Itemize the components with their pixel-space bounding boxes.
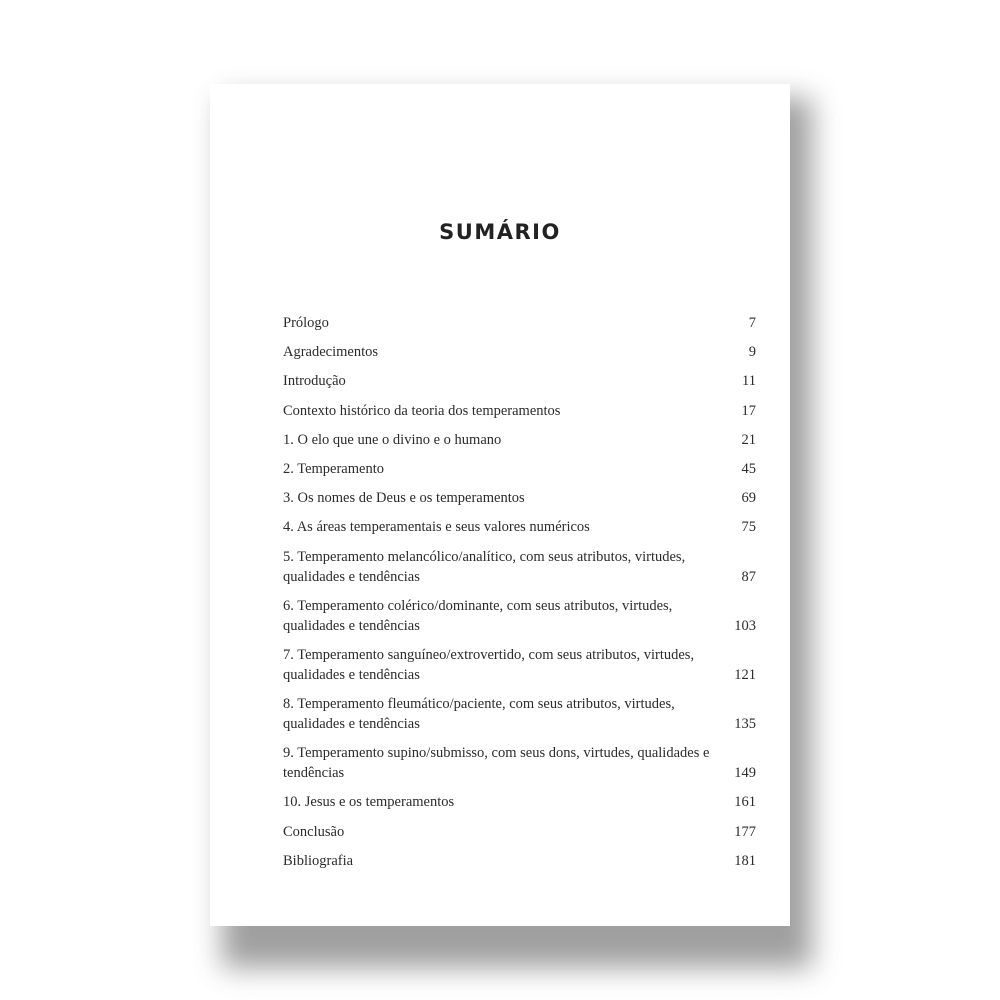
toc-entry xyxy=(283,459,756,479)
toc-entry xyxy=(283,342,756,362)
toc-entry-page-number: 45 xyxy=(741,460,756,477)
toc-entry-label: 6. Temperamento colérico/dominante, com seus atributos, virtudes, qualidades e tendências xyxy=(283,597,673,634)
toc-entry xyxy=(283,743,756,783)
toc-entry-label: 9. Temperamento supino/submisso, com seus dons, virtudes, qualidades e tendências xyxy=(283,745,710,782)
toc-entry xyxy=(283,596,756,636)
toc-entry xyxy=(283,547,756,587)
toc-entry xyxy=(283,401,756,421)
toc-entry xyxy=(283,371,756,391)
toc-entry-label: Introdução xyxy=(283,373,346,390)
toc-entry-label: Contexto histórico da teoria dos temperamentos xyxy=(283,402,561,419)
toc-entry-page-number: 87 xyxy=(741,568,756,585)
toc-entry-page-number: 149 xyxy=(734,765,756,782)
toc-entry-page-number: 21 xyxy=(741,431,756,448)
toc-entry xyxy=(283,792,756,812)
toc-entry-label: 10. Jesus e os temperamentos xyxy=(283,794,455,811)
toc-entry xyxy=(283,517,756,537)
toc-entry-page-number: 69 xyxy=(741,490,756,507)
toc-entry-page-number: 9 xyxy=(748,344,756,361)
toc-entry xyxy=(283,488,756,508)
toc-entry-label: 3. Os nomes de Deus e os temperamentos xyxy=(283,490,525,507)
toc-entry-page-number: 135 xyxy=(734,716,756,733)
toc-entry-page-number: 121 xyxy=(734,666,756,683)
toc-entry xyxy=(283,694,756,734)
page-title: SUMÁRIO xyxy=(439,220,561,245)
toc-entry-label: Bibliografia xyxy=(283,852,354,869)
toc-entry xyxy=(283,822,756,842)
toc-entry xyxy=(283,430,756,450)
toc-entry-label: 5. Temperamento melancólico/analítico, com seus atributos, virtudes, qualidades e tendências xyxy=(283,548,686,585)
toc-entry-page-number: 75 xyxy=(741,519,756,536)
book-page xyxy=(210,84,790,926)
toc-entry-page-number: 11 xyxy=(742,373,756,390)
toc-entry-label: 8. Temperamento fleumático/paciente, com seus atributos, virtudes, qualidades e tendências xyxy=(283,696,675,733)
toc-entry-label: 4. As áreas temperamentais e seus valores numéricos xyxy=(283,519,590,536)
toc-entry-label: 2. Temperamento xyxy=(283,460,384,477)
toc-entry-page-number: 161 xyxy=(734,794,756,811)
toc-entry-page-number: 103 xyxy=(734,617,756,634)
toc-entry-label: 7. Temperamento sanguíneo/extrovertido, com seus atributos, virtudes, qualidades e tendências xyxy=(283,646,695,683)
toc-entry-page-number: 17 xyxy=(741,402,756,419)
toc-entry-label: Agradecimentos xyxy=(283,344,379,361)
toc-entry-page-number: 181 xyxy=(734,852,756,869)
toc-entry xyxy=(283,851,756,871)
toc-entry-label: Prólogo xyxy=(283,315,329,331)
toc-entry-page-number: 7 xyxy=(748,315,756,331)
table-of-contents xyxy=(283,313,756,880)
toc-entry xyxy=(283,645,756,685)
toc-entry-label: 1. O elo que une o divino e o humano xyxy=(283,431,502,448)
toc-entry-page-number: 177 xyxy=(734,823,756,840)
toc-entry xyxy=(283,313,756,333)
toc-entry-label: Conclusão xyxy=(283,823,345,840)
